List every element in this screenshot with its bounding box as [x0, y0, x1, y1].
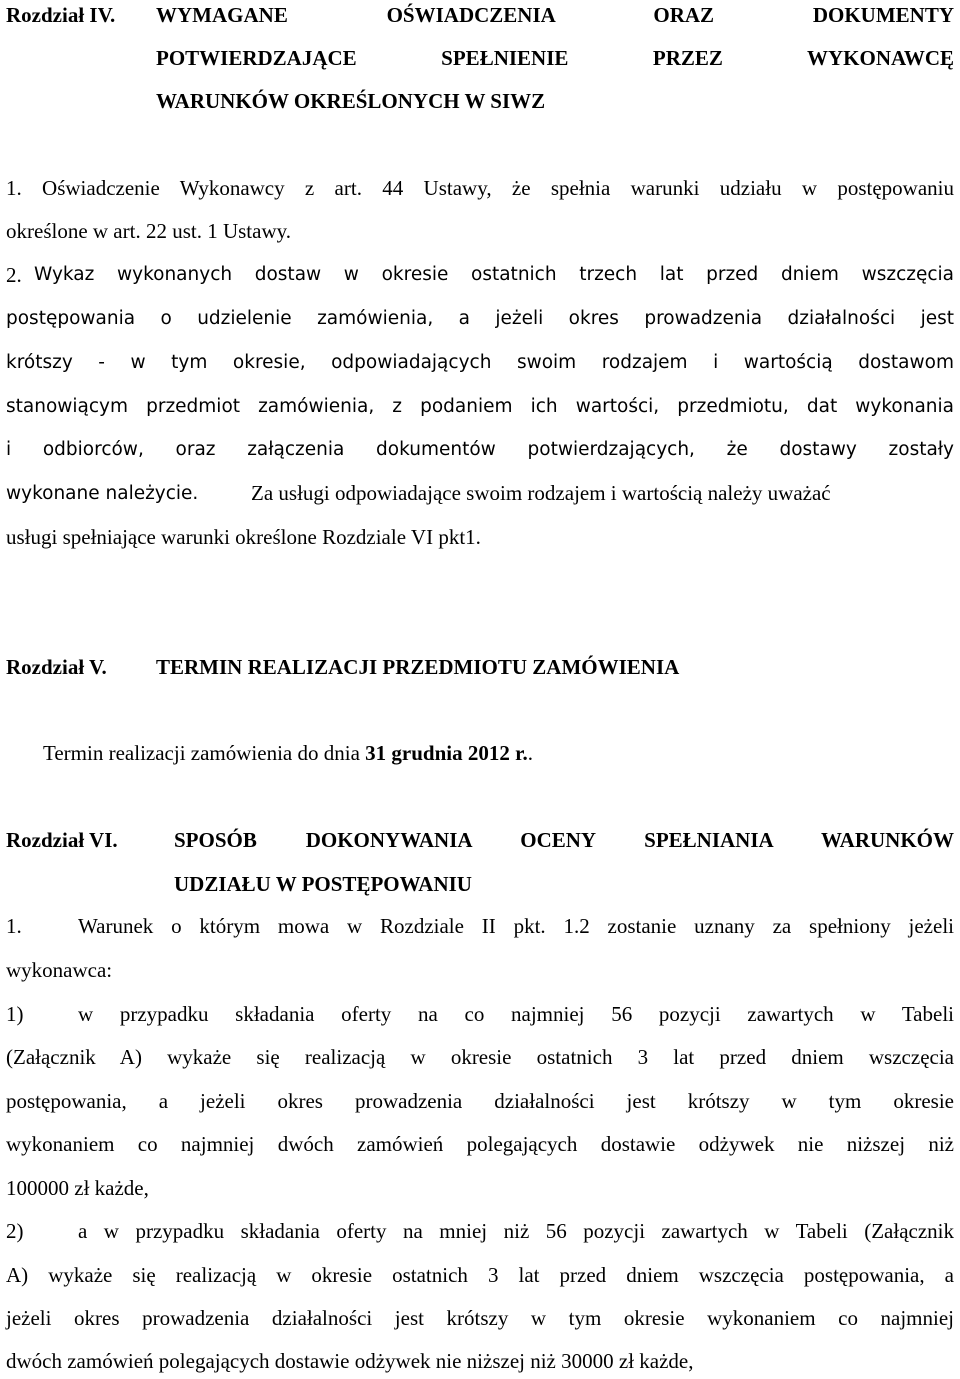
sub-2-line-4: dwóch zamówień polegających dostawie odżywek nie niższej niż 30000 zł każde,: [6, 1349, 694, 1373]
paragraph-2-line-1: Wykaz wykonanych dostaw w okresie ostatnich trzech lat przed dniem wszczęcia: [34, 264, 954, 285]
item-1-line-2: wykonawca:: [6, 958, 113, 982]
section-5-title: TERMIN REALIZACJI PRZEDMIOTU ZAMÓWIENIA: [156, 655, 680, 679]
sub-2-line-3: jeżeli okres prowadzenia działalności jest krótszy w tym okresie wykonaniem co najmniej: [6, 1306, 954, 1330]
sub-2-number: 2): [6, 1219, 24, 1243]
sub-1-line-2: (Załącznik A) wykaże się realizacją w okresie ostatnich 3 lat przed dniem wszczęcia: [6, 1045, 954, 1069]
deadline-tail: .: [527, 741, 533, 765]
paragraph-1-line-1: 1. Oświadczenie Wykonawcy z art. 44 Ustawy, że spełnia warunki udziału w postępowaniu: [6, 176, 954, 200]
sub-1-line-5: 100000 zł każde,: [6, 1176, 149, 1200]
section-4-label: Rozdział IV.: [6, 3, 116, 27]
paragraph-2-number: 2.: [6, 263, 22, 287]
section-4-title-line-3: WARUNKÓW OKREŚLONYCH W SIWZ: [156, 89, 546, 113]
section-5-label: Rozdział V.: [6, 655, 107, 679]
item-1-number: 1.: [6, 914, 22, 938]
paragraph-1-line-2: określone w art. 22 ust. 1 Ustawy.: [6, 219, 292, 243]
section-6-label: Rozdział VI.: [6, 828, 118, 852]
section-6-title-line-1: SPOSÓB DOKONYWANIA OCENY SPEŁNIANIA WARUNKÓW: [174, 828, 954, 852]
sub-1-line-3: postępowania, a jeżeli okres prowadzenia działalności jest krótszy w tym okresie: [6, 1089, 954, 1113]
sub-1-line-4: wykonaniem co najmniej dwóch zamówień polegających dostawie odżywek nie niższej niż: [6, 1132, 954, 1156]
sub-1-line-1: w przypadku składania oferty na co najmniej 56 pozycji zawartych w Tabeli: [78, 1002, 954, 1026]
sub-2-line-1: a w przypadku składania oferty na mniej niż 56 pozycji zawartych w Tabeli (Załącznik: [78, 1219, 954, 1243]
paragraph-2-line-7: usługi spełniające warunki określone Rozdziale VI pkt1.: [6, 525, 481, 549]
paragraph-2-line-5: i odbiorców, oraz załączenia dokumentów potwierdzających, że dostawy zostały: [6, 439, 954, 460]
section-4-title-line-2: POTWIERDZAJĄCE SPEŁNIENIE PRZEZ WYKONAWCĘ: [156, 46, 954, 70]
deadline-value: 31 grudnia 2012 r.: [365, 741, 528, 765]
sub-1-number: 1): [6, 1002, 24, 1026]
paragraph-2-line-3: krótszy - w tym okresie, odpowiadających swoim rodzajem i wartością dostawom: [6, 352, 954, 373]
section-4-title-line-1: WYMAGANE OŚWIADCZENIA ORAZ DOKUMENTY: [156, 3, 954, 27]
item-1-line-1: Warunek o którym mowa w Rozdziale II pkt. 1.2 zostanie uznany za spełniony jeżeli: [78, 914, 954, 938]
paragraph-2-line-6-start: wykonane należycie.: [6, 483, 199, 504]
deadline-text: Termin realizacji zamówienia do dnia: [43, 741, 360, 765]
sub-2-line-2: A) wykaże się realizacją w okresie ostatnich 3 lat przed dniem wszczęcia postępowania, a: [6, 1263, 954, 1287]
paragraph-2-line-4: stanowiącym przedmiot zamówienia, z podaniem ich wartości, przedmiotu, dat wykonania: [6, 396, 954, 417]
deadline-line: [43, 743, 533, 764]
paragraph-2-line-6-end: Za usługi odpowiadające swoim rodzajem i wartością należy uważać: [251, 481, 831, 505]
paragraph-2-line-2: postępowania o udzielenie zamówienia, a jeżeli okres prowadzenia działalności jest: [6, 308, 954, 329]
section-6-title-line-2: UDZIAŁU W POSTĘPOWANIU: [174, 872, 472, 896]
